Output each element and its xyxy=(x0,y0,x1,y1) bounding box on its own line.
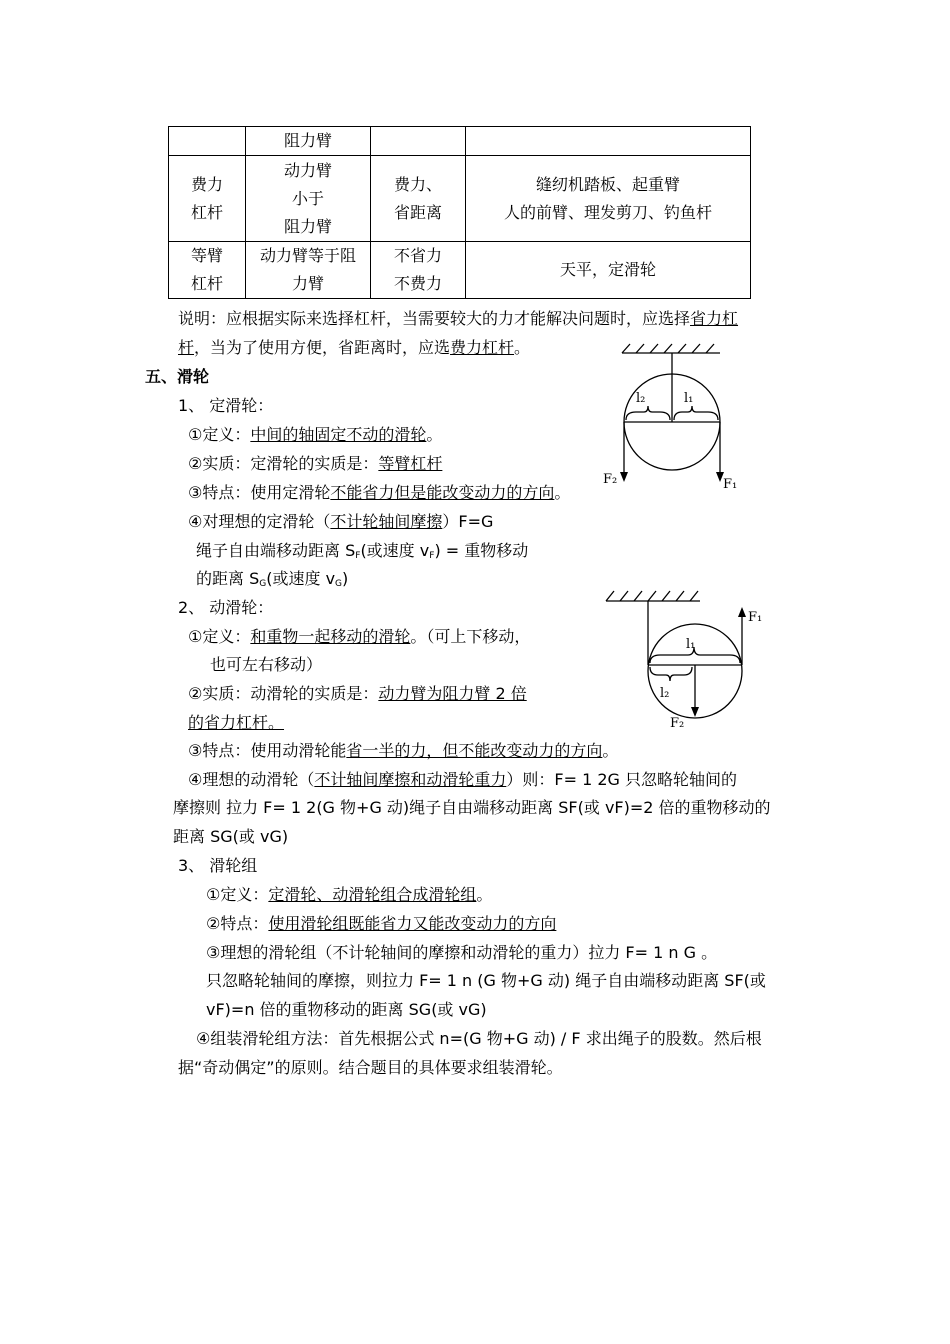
table-cell xyxy=(466,156,751,242)
table-cell xyxy=(169,127,246,156)
subscript: F xyxy=(429,551,435,561)
label-text: ③特点：使用定滑轮 xyxy=(188,483,331,502)
cell-text: 不费力 xyxy=(393,274,442,293)
cell-text: 缝纫机踏板、起重臂 xyxy=(535,174,680,194)
underline-text: 定滑轮、动滑轮组合成滑轮组 xyxy=(268,885,477,904)
cell-text: 动力臂等于阻 xyxy=(259,246,356,265)
fixed-definition xyxy=(188,422,442,445)
block-assemble-1: ④组装滑轮组方法：首先根据公式 n=(G 物+G 动) / F 求出绳子的股数。然后根 xyxy=(196,1029,762,1048)
label-l2: l₂ xyxy=(636,391,646,406)
cell-text: 力臂 xyxy=(291,274,324,293)
brace-l1 xyxy=(674,406,718,420)
table-cell xyxy=(246,156,371,242)
underline-text: 和重物一起移动的滑轮 xyxy=(250,627,411,646)
cell-text: 小于 xyxy=(291,188,324,208)
block-feature xyxy=(206,911,556,934)
label-text: (或速度 v xyxy=(360,541,430,560)
underline-text: 中间的轴固定不动的滑轮 xyxy=(250,425,427,444)
note-text: ，当为了使用方便，省距离时，应选 xyxy=(194,338,451,357)
block-ideal-2: 只忽略轮轴间的摩擦，则拉力 F= 1 n (G 物+G 动) 绳子自由端移动距离 SF(或 xyxy=(206,971,766,990)
label-f2: F₂ xyxy=(670,716,685,731)
label-l1: l₁ xyxy=(684,391,694,406)
underline-text: 不能省力但是能改变动力的方向 xyxy=(330,483,555,502)
note-line-1 xyxy=(178,306,738,329)
block-ideal-1: ③理想的滑轮组（不计轮轴间的摩擦和动滑轮的重力）拉力 F= 1 n G 。 xyxy=(206,943,718,962)
lever-table xyxy=(168,126,751,299)
table-cell xyxy=(169,242,246,299)
moving-ideal-2: 摩擦则 拉力 F= 1 2(G 物+G 动)绳子自由端移动距离 SF(或 vF)=2 倍的重物移动的 xyxy=(173,798,771,817)
label-l2: l₂ xyxy=(660,686,670,701)
moving-ideal-1 xyxy=(188,767,737,790)
table-cell xyxy=(371,242,466,299)
label-text: ) xyxy=(342,569,349,588)
label-text: 绳子自由端移动距离 S xyxy=(196,541,356,560)
block-heading: 3、 滑轮组 xyxy=(178,856,258,875)
underline-text: 不计轮轴间摩擦 xyxy=(330,512,443,531)
table-row xyxy=(169,156,751,242)
note-line-2 xyxy=(178,335,530,358)
label-text: ①定义： xyxy=(188,627,251,646)
cell-text: 动力臂 xyxy=(283,160,332,180)
table-cell xyxy=(169,156,246,242)
fixed-feature xyxy=(188,480,570,503)
cell-text: 杠杆 xyxy=(190,274,223,293)
cell-text: 费力、 xyxy=(393,174,442,194)
cell-text: 不省力 xyxy=(393,246,442,265)
brace-l2 xyxy=(626,406,670,420)
label-text: 。 xyxy=(602,741,619,760)
arrow-icon xyxy=(691,707,699,717)
subscript: F xyxy=(355,551,361,561)
moving-pulley-diagram xyxy=(600,585,770,735)
cell-text: 阻力臂 xyxy=(283,216,332,236)
label-f1: F₁ xyxy=(748,610,763,625)
label-text: 的距离 S xyxy=(196,569,260,588)
label-text: ②实质：定滑轮的实质是： xyxy=(188,454,379,473)
cell-text: 人的前臂、理发剪刀、钓鱼杆 xyxy=(503,202,712,222)
moving-definition xyxy=(188,624,530,647)
arrow-icon xyxy=(738,607,746,617)
label-text: ②特点： xyxy=(206,914,269,933)
label-text: ）则：F= 1 2G 只忽略轮轴间的 xyxy=(506,770,738,789)
underline-text: 动力臂为阻力臂 2 倍 xyxy=(378,684,527,703)
label-text: 。（可上下移动， xyxy=(410,627,531,646)
table-cell xyxy=(466,242,751,299)
moving-definition-2: 也可左右移动） xyxy=(210,655,323,674)
label-text: ①定义： xyxy=(206,885,269,904)
note-text: 。 xyxy=(514,338,531,357)
subscript: G xyxy=(335,579,343,589)
label-f1: F₁ xyxy=(723,477,738,492)
cell-text: 省距离 xyxy=(393,202,442,222)
underline-text: 等臂杠杆 xyxy=(378,454,443,473)
fixed-ideal xyxy=(188,509,493,532)
subscript: G xyxy=(259,579,267,589)
table-cell xyxy=(371,156,466,242)
label-text: 。 xyxy=(476,885,493,904)
label-text: ④对理想的定滑轮（ xyxy=(188,512,331,531)
note-text: 说明：应根据实际来选择杠杆，当需要较大的力才能解决问题时，应选择 xyxy=(178,309,691,328)
table-cell xyxy=(371,127,466,156)
moving-ideal-3: 距离 SG(或 vG) xyxy=(173,827,289,846)
fixed-essence xyxy=(188,451,442,474)
underline-text: 省一半的力，但不能改变动力的方向 xyxy=(346,741,603,760)
cell-text: 等臂 xyxy=(190,246,223,265)
label-f2: F₂ xyxy=(603,472,618,487)
note-underline: 费力杠杆 xyxy=(450,338,515,357)
moving-essence xyxy=(188,681,527,704)
table-cell xyxy=(246,242,371,299)
label-text: ) = 重物移动 xyxy=(434,541,529,560)
brace-l2 xyxy=(650,667,692,681)
moving-heading: 2、 动滑轮： xyxy=(178,598,274,617)
section-title: 五、滑轮 xyxy=(145,367,210,386)
label-text: ②实质：动滑轮的实质是： xyxy=(188,684,379,703)
cell-text: 阻力臂 xyxy=(283,131,332,150)
cell-text: 杠杆 xyxy=(190,202,223,222)
label-l1: l₁ xyxy=(686,637,696,652)
note-underline: 杆 xyxy=(178,338,195,357)
underline-text: 不计轴间摩擦和动滑轮重力 xyxy=(314,770,507,789)
label-text: 。 xyxy=(554,483,571,502)
table-cell xyxy=(466,127,751,156)
label-text: ④理想的动滑轮（ xyxy=(188,770,315,789)
moving-essence-2: 的省力杠杆。 xyxy=(188,713,285,732)
cell-text: 费力 xyxy=(190,174,223,194)
block-assemble-2: 据“奇动偶定”的原则。结合题目的具体要求组装滑轮。 xyxy=(178,1058,563,1077)
label-text: 。 xyxy=(426,425,443,444)
block-definition xyxy=(206,882,492,905)
label-text: (或速度 v xyxy=(266,569,336,588)
fixed-rope-line-1 xyxy=(196,538,528,561)
underline-text: 使用滑轮组既能省力又能改变动力的方向 xyxy=(268,914,557,933)
cell-text: 天平，定滑轮 xyxy=(559,260,656,279)
block-ideal-3: vF)=n 倍的重物移动的距离 SG(或 vG) xyxy=(206,1000,487,1019)
label-text: ①定义： xyxy=(188,425,251,444)
moving-feature xyxy=(188,738,618,761)
fixed-heading: 1、 定滑轮： xyxy=(178,396,274,415)
label-text: ③特点：使用动滑轮能 xyxy=(188,741,347,760)
table-row xyxy=(169,242,751,299)
arrow-icon xyxy=(620,472,628,482)
label-text: ）F=G xyxy=(442,512,494,531)
table-cell xyxy=(246,127,371,156)
fixed-pulley-diagram xyxy=(600,340,738,495)
table-row xyxy=(169,127,751,156)
note-underline: 省力杠 xyxy=(690,309,739,328)
fixed-rope-line-2 xyxy=(196,566,348,589)
